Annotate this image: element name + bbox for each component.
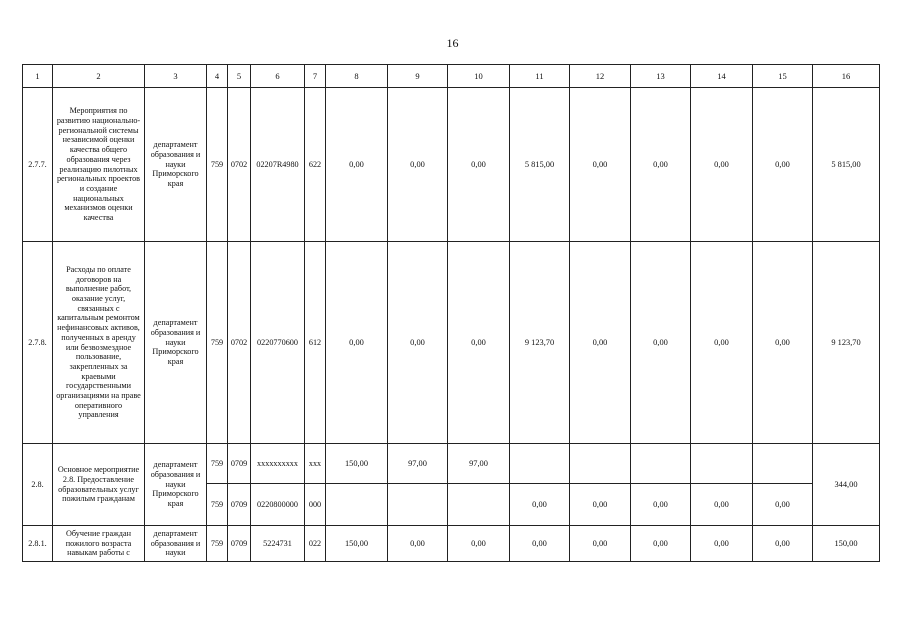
row-number: 2.7.8.: [23, 242, 53, 444]
value-cell: [691, 444, 753, 484]
value-cell: 0,00: [691, 484, 753, 526]
value-cell: [570, 444, 631, 484]
measure-name: Обучение граждан пожилого возраста навыкам работы с: [53, 526, 145, 562]
value-cell: 0,00: [631, 484, 691, 526]
header-cell: 8: [326, 65, 388, 88]
row-number: 2.8.: [23, 444, 53, 526]
value-cell: 0,00: [691, 526, 753, 562]
expense-type: 000: [305, 484, 326, 526]
executor: департамент образования и науки Приморского края: [145, 242, 207, 444]
value-cell: 0,00: [326, 88, 388, 242]
value-cell: 0,00: [448, 526, 510, 562]
value-cell: 0,00: [753, 88, 813, 242]
expense-type: 612: [305, 242, 326, 444]
header-cell: 16: [813, 65, 880, 88]
value-cell: 0,00: [631, 88, 691, 242]
value-cell: 0,00: [753, 242, 813, 444]
header-cell: 9: [388, 65, 448, 88]
row-number: 2.7.7.: [23, 88, 53, 242]
row-number: 2.8.1.: [23, 526, 53, 562]
header-cell: 10: [448, 65, 510, 88]
grbs-code: 759: [207, 242, 228, 444]
budget-table: [22, 64, 880, 562]
total-cell: 5 815,00: [813, 88, 880, 242]
value-cell: 0,00: [570, 526, 631, 562]
table-row: [23, 444, 880, 484]
header-cell: 14: [691, 65, 753, 88]
executor: департамент образования и науки: [145, 526, 207, 562]
value-cell: 0,00: [570, 88, 631, 242]
value-cell: 0,00: [631, 526, 691, 562]
value-cell: [448, 484, 510, 526]
value-cell: 0,00: [448, 88, 510, 242]
value-cell: 150,00: [326, 444, 388, 484]
value-cell: 0,00: [570, 484, 631, 526]
table-row: [23, 242, 880, 444]
header-cell: 7: [305, 65, 326, 88]
expense-type: xxx: [305, 444, 326, 484]
section-code: 0709: [228, 444, 251, 484]
header-cell: 11: [510, 65, 570, 88]
header-cell: 3: [145, 65, 207, 88]
value-cell: [510, 444, 570, 484]
value-cell: 0,00: [510, 484, 570, 526]
value-cell: 0,00: [631, 242, 691, 444]
value-cell: 0,00: [326, 242, 388, 444]
header-cell: 13: [631, 65, 691, 88]
section-code: 0709: [228, 484, 251, 526]
value-cell: 0,00: [388, 88, 448, 242]
grbs-code: 759: [207, 88, 228, 242]
target-article: 0220800000: [251, 484, 305, 526]
total-cell: 9 123,70: [813, 242, 880, 444]
executor: департамент образования и науки Приморского края: [145, 88, 207, 242]
header-cell: 2: [53, 65, 145, 88]
value-cell: 0,00: [753, 484, 813, 526]
grbs-code: 759: [207, 444, 228, 484]
target-article: xxxxxxxxxx: [251, 444, 305, 484]
total-cell: 344,00: [813, 444, 880, 526]
header-cell: 5: [228, 65, 251, 88]
value-cell: [388, 484, 448, 526]
value-cell: 0,00: [388, 526, 448, 562]
value-cell: [631, 444, 691, 484]
header-cell: 6: [251, 65, 305, 88]
value-cell: 150,00: [326, 526, 388, 562]
value-cell: 0,00: [388, 242, 448, 444]
value-cell: 0,00: [753, 526, 813, 562]
target-article: 5224731: [251, 526, 305, 562]
value-cell: 0,00: [691, 88, 753, 242]
value-cell: 0,00: [691, 242, 753, 444]
value-cell: [753, 444, 813, 484]
header-row: [23, 65, 880, 88]
section-code: 0709: [228, 526, 251, 562]
value-cell: 9 123,70: [510, 242, 570, 444]
header-cell: 4: [207, 65, 228, 88]
table-row: [23, 526, 880, 562]
value-cell: 97,00: [448, 444, 510, 484]
value-cell: [326, 484, 388, 526]
expense-type: 622: [305, 88, 326, 242]
value-cell: 97,00: [388, 444, 448, 484]
value-cell: 0,00: [510, 526, 570, 562]
grbs-code: 759: [207, 526, 228, 562]
section-code: 0702: [228, 242, 251, 444]
target-article: 02207R4980: [251, 88, 305, 242]
grbs-code: 759: [207, 484, 228, 526]
header-cell: 12: [570, 65, 631, 88]
expense-type: 022: [305, 526, 326, 562]
measure-name: Основное мероприятие 2.8. Предоставление образовательных услуг пожилым гражданам: [53, 444, 145, 526]
section-code: 0702: [228, 88, 251, 242]
header-cell: 1: [23, 65, 53, 88]
table-row: [23, 88, 880, 242]
header-cell: 15: [753, 65, 813, 88]
value-cell: 0,00: [448, 242, 510, 444]
measure-name: Расходы по оплате договоров на выполнение работ, оказание услуг, связанных с капитальным ремонтом нефинансовых активов, полученных в аренду или безвозмездное пользование, закрепленных за краевыми государственными организациями на праве оперативного управления: [53, 242, 145, 444]
measure-name: Мероприятия по развитию национально-региональной системы независимой оценки качества общего образования через реализацию пилотных региональных проектов и создание национальных механизмов оценки качества: [53, 88, 145, 242]
page-number: 16: [446, 36, 459, 50]
value-cell: 5 815,00: [510, 88, 570, 242]
executor: департамент образования и науки Приморского края: [145, 444, 207, 526]
target-article: 0220770600: [251, 242, 305, 444]
total-cell: 150,00: [813, 526, 880, 562]
value-cell: 0,00: [570, 242, 631, 444]
